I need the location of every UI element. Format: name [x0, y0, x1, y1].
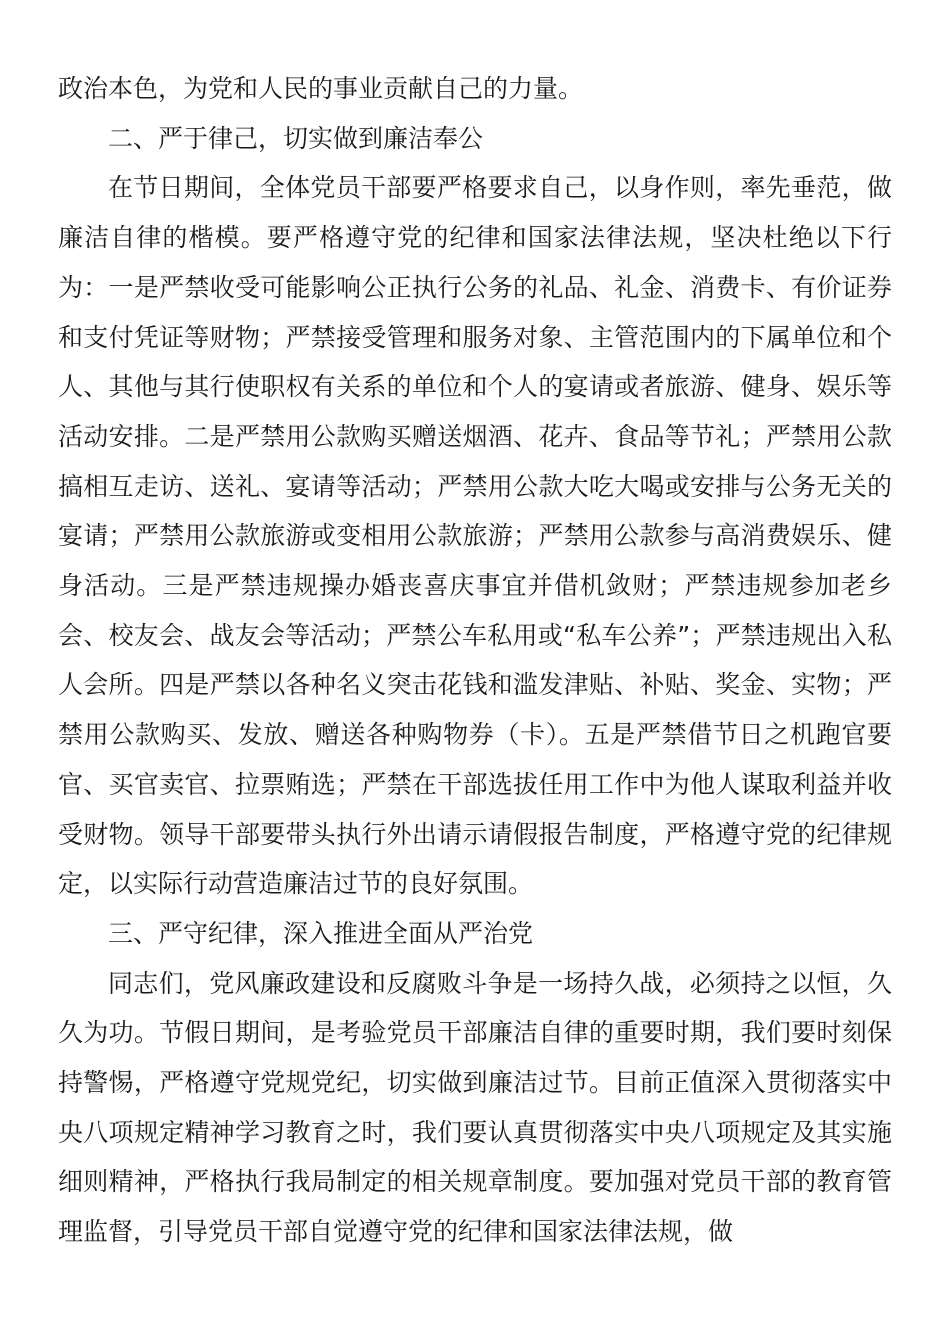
section-heading-3: 三、严守纪律，深入推进全面从严治党	[108, 918, 534, 948]
paragraph-body-3: 同志们，党风廉政建设和反腐败斗争是一场持久战，必须持之以恒，久久为功。节假日期间，是考验党员干部廉洁自律的重要时期，我们要时刻保持警惕，严格遵守党规党纪，切实做到廉洁过节。目前正值深入贯彻落实中央八项规定精神学习教育之时，我们要认真贯彻落实中央八项规定及其实施细则精神，严格执行我局制定的相关规章制度。要加强对党员干部的教育管理监督，引导党员干部自觉遵守党的纪律和国家法律法规，做	[58, 968, 892, 1247]
document-page	[58, 64, 892, 1257]
section-heading-2: 二、严于律己，切实做到廉洁奉公	[108, 123, 484, 153]
paragraph-body-2: 在节日期间，全体党员干部要严格要求自己，以身作则，率先垂范，做廉洁自律的楷模。要严格遵守党的纪律和国家法律法规，坚决杜绝以下行为：一是严禁收受可能影响公正执行公务的礼品、礼金、消费卡、有价证券和支付凭证等财物；严禁接受管理和服务对象、主管范围内的下属单位和个人、其他与其行使职权有关系的单位和个人的宴请或者旅游、健身、娱乐等活动安排。二是严禁用公款购买赠送烟酒、花卉、食品等节礼；严禁用公款搞相互走访、送礼、宴请等活动；严禁用公款大吃大喝或安排与公务无关的宴请；严禁用公款旅游或变相用公款旅游；严禁用公款参与高消费娱乐、健身活动。三是严禁违规操办婚丧喜庆事宜并借机敛财；严禁违规参加老乡会、校友会、战友会等活动；严禁公车私用或“私车公养”；严禁违规出入私人会所。四是严禁以各种名义突击花钱和滥发津贴、补贴、奖金、实物；严禁用公款购买、发放、赠送各种购物券（卡）。五是严禁借节日之机跑官要官、买官卖官、拉票贿选；严禁在干部选拔任用工作中为他人谋取利益并收受财物。领导干部要带头执行外出请示请假报告制度，严格遵守党的纪律规定，以实际行动营造廉洁过节的良好氛围。	[58, 173, 892, 899]
paragraph-continuation: 政治本色，为党和人民的事业贡献自己的力量。	[58, 74, 584, 103]
